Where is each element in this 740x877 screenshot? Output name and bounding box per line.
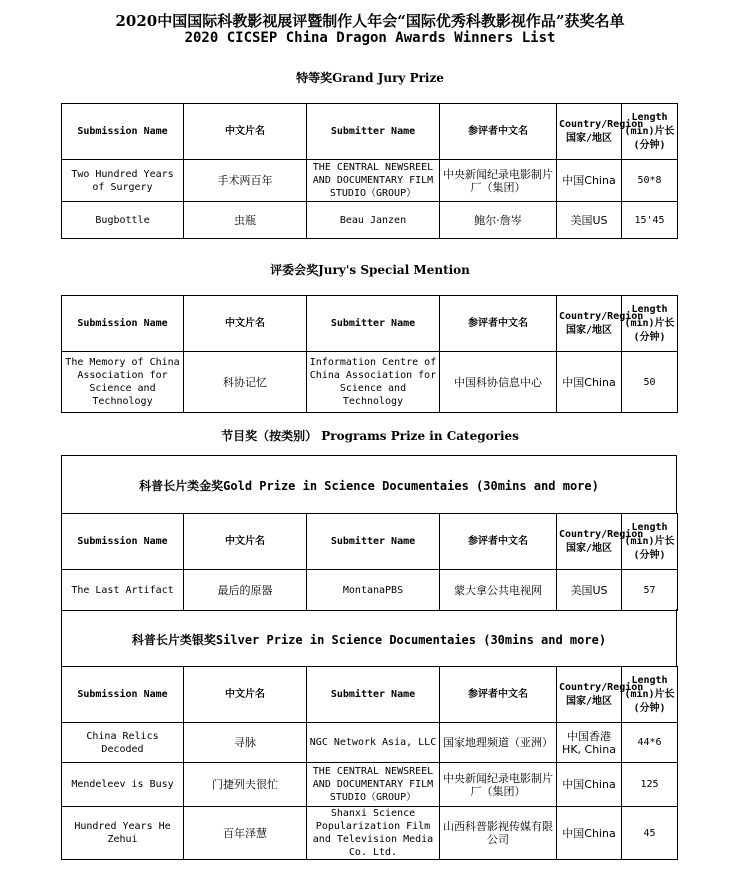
header-cn-title: 中文片名 [184,104,307,160]
cell-length: 45 [622,807,678,860]
header-submission-name: Submission Name [62,104,184,160]
cell-submitter-name: Shanxi Science Popularization Film and Television Media Co. Ltd. [307,807,440,860]
cell-cn-title: 百年泽慧 [184,807,307,860]
cell-length: 57 [622,570,678,611]
cell-length: 50 [622,352,678,413]
cell-submission-name: Mendeleev is Busy [62,763,184,807]
header-participant-cn: 参评者中文名 [440,667,557,723]
cell-cn-title: 虫瓶 [184,202,307,239]
cell-participant-cn: 山西科普影视传媒有限公司 [440,807,557,860]
cell-length: 125 [622,763,678,807]
cell-submission-name: The Last Artifact [62,570,184,611]
table-row [62,202,678,239]
header-participant-cn: 参评者中文名 [440,514,557,570]
header-submission-name: Submission Name [62,667,184,723]
cell-submission-name: China Relics Decoded [62,723,184,763]
cell-country: 美国US [557,202,622,239]
header-submitter-name: Submitter Name [307,296,440,352]
cell-submitter-name: NGC Network Asia, LLC [307,723,440,763]
header-country: Country/Region国家/地区 [557,667,622,723]
grand-jury-table [61,103,678,239]
header-submitter-name: Submitter Name [307,514,440,570]
cell-submitter-name: THE CENTRAL NEWSREEL AND DOCUMENTARY FILM STUDIO（GROUP） [307,763,440,807]
header-cn-title: 中文片名 [184,667,307,723]
document-title-en: 2020 CICSEP China Dragon Awards Winners List [184,30,556,46]
header-length: Length (min)片长(分钟) [622,514,678,570]
section-title-jury-special: 评委会奖Jury's Special Mention [270,263,470,277]
header-length: Length (min)片长(分钟) [622,667,678,723]
table-row [62,160,678,202]
header-length: Length (min)片长(分钟) [622,104,678,160]
cell-cn-title: 手术两百年 [184,160,307,202]
cell-participant-cn: 蒙大拿公共电视网 [440,570,557,611]
cell-cn-title: 寻脉 [184,723,307,763]
jury-special-table [61,295,678,413]
table-row [62,570,678,611]
section-title-grand-jury: 特等奖Grand Jury Prize [296,71,444,85]
cell-length: 15'45 [622,202,678,239]
cell-country: 中国China [557,763,622,807]
cell-country: 美国US [557,570,622,611]
section-title-programs: 节目奖（按类别） Programs Prize in Categories [221,429,519,443]
header-country: Country/Region国家/地区 [557,514,622,570]
table-header-row [62,296,678,352]
cell-length: 44*6 [622,723,678,763]
cell-submitter-name: THE CENTRAL NEWSREEL AND DOCUMENTARY FILM STUDIO（GROUP） [307,160,440,202]
header-cn-title: 中文片名 [184,296,307,352]
cell-length: 50*8 [622,160,678,202]
cell-submission-name: Hundred Years He Zehui [62,807,184,860]
document-title-cn: 2020中国国际科教影视展评暨制作人年会“国际优秀科教影视作品”获奖名单 [115,12,625,30]
cell-cn-title: 最后的原器 [184,570,307,611]
header-submitter-name: Submitter Name [307,667,440,723]
cell-submission-name: Bugbottle [62,202,184,239]
cell-submitter-name: Beau Janzen [307,202,440,239]
table-header-row [62,104,678,160]
gold-prize-table [61,513,678,611]
cell-submission-name: Two Hundred Years of Surgery [62,160,184,202]
cell-cn-title: 门捷列夫很忙 [184,763,307,807]
cell-submission-name: The Memory of China Association for Science and Technology [62,352,184,413]
table-row [62,807,678,860]
header-country: Country/Region国家/地区 [557,104,622,160]
cell-participant-cn: 鲍尔·詹岑 [440,202,557,239]
header-country: Country/Region国家/地区 [557,296,622,352]
header-submitter-name: Submitter Name [307,104,440,160]
header-submission-name: Submission Name [62,296,184,352]
header-submission-name: Submission Name [62,514,184,570]
cell-country: 中国China [557,807,622,860]
cell-participant-cn: 中央新闻纪录电影制片厂（集团） [440,160,557,202]
table-header-row [62,667,678,723]
table-row [62,763,678,807]
cell-participant-cn: 中国科协信息中心 [440,352,557,413]
table-row [62,723,678,763]
cell-submitter-name: MontanaPBS [307,570,440,611]
cell-cn-title: 科协记忆 [184,352,307,413]
header-participant-cn: 参评者中文名 [440,296,557,352]
silver-prize-table [61,666,678,860]
cell-country: 中国China [557,352,622,413]
silver-prize-title: 科普长片类银奖Silver Prize in Science Documentaies (30mins and more) [131,633,607,647]
cell-participant-cn: 中央新闻纪录电影制片厂（集团） [440,763,557,807]
table-header-row [62,514,678,570]
header-length: Length (min)片长(分钟) [622,296,678,352]
header-participant-cn: 参评者中文名 [440,104,557,160]
cell-country: 中国China [557,160,622,202]
cell-submitter-name: Information Centre of China Association for Science and Technology [307,352,440,413]
cell-country: 中国香港HK, China [557,723,622,763]
table-row [62,352,678,413]
gold-prize-title: 科普长片类金奖Gold Prize in Science Documentaies (30mins and more) [139,479,599,493]
header-cn-title: 中文片名 [184,514,307,570]
cell-participant-cn: 国家地理频道（亚洲） [440,723,557,763]
